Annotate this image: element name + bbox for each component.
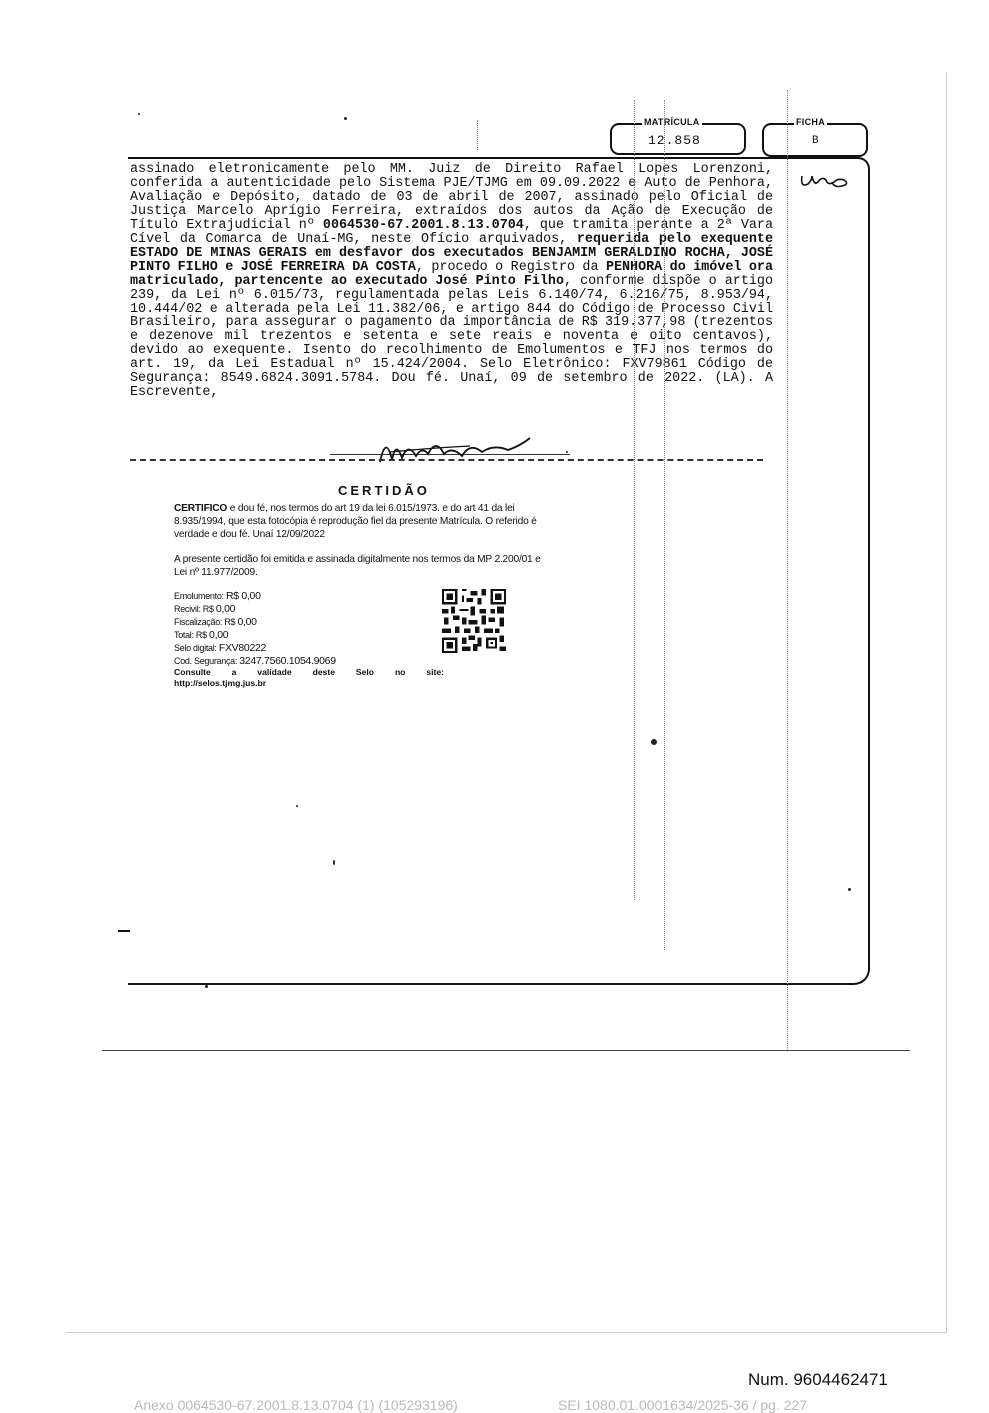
scan-artifact bbox=[664, 100, 665, 950]
footer-sei: SEI 1080.01.0001634/2025-36 / pg. 227 bbox=[558, 1397, 808, 1413]
body-line: noventa e oito centavos), devido ao exequente. Isento do bbox=[130, 329, 773, 359]
certidao-paragraph bbox=[174, 502, 550, 541]
initials-mark bbox=[798, 170, 854, 194]
scan-artifact bbox=[787, 90, 788, 1050]
body-line: Lorenzoni, conferida a autenticidade pelo Sistema PJE/TJMG em bbox=[130, 162, 773, 191]
body-line: (trezentos e dezenove mil trezentos e setenta e sete reais e bbox=[130, 315, 773, 345]
page-edge-bottom bbox=[66, 1332, 947, 1333]
dashed-separator bbox=[130, 459, 763, 461]
validity-site-link[interactable]: http://selos.tjmg.jus.br bbox=[174, 678, 267, 688]
page-edge-right bbox=[946, 72, 947, 1332]
body-line: , que tramita perante a bbox=[523, 217, 709, 233]
body-line: abril de 2007, assinado pelo Oficial de Justiça Marcelo Aprígio bbox=[130, 189, 773, 219]
certidao-text: e dou fé, nos termos do art 19 da lei 6.015/1973. e do art 41 da lei 8.935/1994, que esta fotocópia é reprodução fiel da presente Matrícula. O referido é verdade e dou fé. Unaí 12/09/2022 bbox=[174, 503, 537, 540]
selo-digital: Selo digital: FXV80222 bbox=[174, 642, 267, 654]
frame-tick bbox=[118, 930, 130, 932]
body-line: 6.140/74, 6.216/75, 8.953/94, 10.444/02 e alterada pela Lei bbox=[130, 287, 773, 317]
body-line: para assegurar o pagamento da importância de R$ 319.377,98 bbox=[225, 315, 686, 331]
fee-fiscalizacao: Fiscalização: R$ 0,00 bbox=[174, 616, 257, 628]
process-number: 0064530-67.2001.8.13.0704 bbox=[322, 217, 524, 233]
scan-speck bbox=[333, 860, 335, 865]
body-line: dispõe o artigo 239, da Lei nº 6.015/73, regulamentada pelas Leis bbox=[130, 273, 773, 303]
body-line: assinado eletronicamente pelo MM. Juiz de Direito Rafael Lopes bbox=[130, 162, 679, 177]
body-line: 09.09.2022 e Auto de Penhora, Avaliação e Depósito, datado de 03 de bbox=[130, 175, 773, 205]
body-line-bold: FERREIRA DA COSTA bbox=[280, 259, 416, 275]
body-line-bold: executados BENJAMIM GERALDINO ROCHA, JOSÉ PINTO FILHO e JOSÉ bbox=[130, 245, 774, 275]
body-line-bold: matriculado, partencente ao executado José Pinto Filho bbox=[130, 273, 564, 289]
footer-stamp bbox=[134, 1397, 808, 1413]
fee-total: Total: R$ 0,00 bbox=[174, 629, 229, 641]
body-line: , conforme bbox=[564, 273, 645, 289]
fee-emolumento: Emolumento: R$ 0,00 bbox=[174, 590, 261, 602]
scan-speck bbox=[205, 985, 208, 988]
body-line: , procedo o Registro da bbox=[415, 259, 606, 275]
scan-speck bbox=[848, 888, 851, 891]
body-line: Segurança: 8549.6824.3091.5784. Dou fé. Unaí, 09 de setembro de bbox=[130, 371, 654, 387]
registration-text bbox=[130, 163, 773, 400]
ficha-label: FICHA bbox=[796, 117, 825, 127]
validity-line: Consulte a validade deste Selo no site: bbox=[174, 667, 444, 677]
scan-artifact bbox=[477, 120, 478, 150]
body-line: Ferreira, extraídos dos autos da Ação de Execução de Título bbox=[130, 203, 773, 233]
ficha-value: B bbox=[812, 135, 820, 147]
footer-annex: Anexo 0064530-67.2001.8.13.0704 (1) (105293196) bbox=[134, 1397, 458, 1413]
signature-mark bbox=[370, 432, 540, 468]
document-number: Num. 9604462471 bbox=[748, 1370, 888, 1389]
certifico-word: CERTIFICO bbox=[174, 503, 228, 514]
matricula-value: 12.858 bbox=[648, 133, 701, 148]
matricula-label: MATRÍCULA bbox=[644, 117, 700, 127]
body-line: Extrajudicial nº bbox=[186, 217, 323, 233]
body-line: Estadual nº 15.424/2004. Selo Eletrônico: FXV79861 Código de bbox=[270, 357, 773, 373]
scan-speck bbox=[651, 739, 657, 745]
closing-dot: . bbox=[563, 442, 571, 457]
body-line: 2ª Vara Cível da Comarca de Unaí-MG, neste Ofício arquivados, bbox=[130, 217, 773, 247]
scan-artifact bbox=[634, 100, 635, 900]
bottom-rule bbox=[102, 1050, 910, 1051]
body-line: recolhimento de Emolumentos e TFJ nos termos do art. 19, da Lei bbox=[130, 343, 773, 373]
scan-speck bbox=[344, 117, 347, 120]
fee-recivil: Recivil: R$ 0,00 bbox=[174, 603, 236, 615]
qr-code-icon bbox=[442, 589, 506, 653]
certidao-title: CERTIDÃO bbox=[338, 483, 430, 498]
scan-speck bbox=[296, 805, 298, 807]
body-line-bold: PENHORA do imóvel ora bbox=[605, 259, 774, 275]
body-line-bold: requerida pelo exequente ESTADO DE MINAS GERAIS em desfavor dos bbox=[130, 231, 773, 261]
codigo-seguranca: Cod. Segurança: 3247.7560.1054.9069 bbox=[174, 655, 336, 667]
digital-signature-note: A presente certidão foi emitida e assinada digitalmente nos termos da MP 2.200/01 e Lei nº 11.977/2009. bbox=[174, 554, 541, 578]
body-line: 2022. (LA). A Escrevente, bbox=[130, 371, 773, 401]
scan-speck bbox=[138, 113, 140, 115]
body-line: 11.382/06, e artigo 844 do Código de Processo Civil Brasileiro, bbox=[130, 301, 773, 331]
